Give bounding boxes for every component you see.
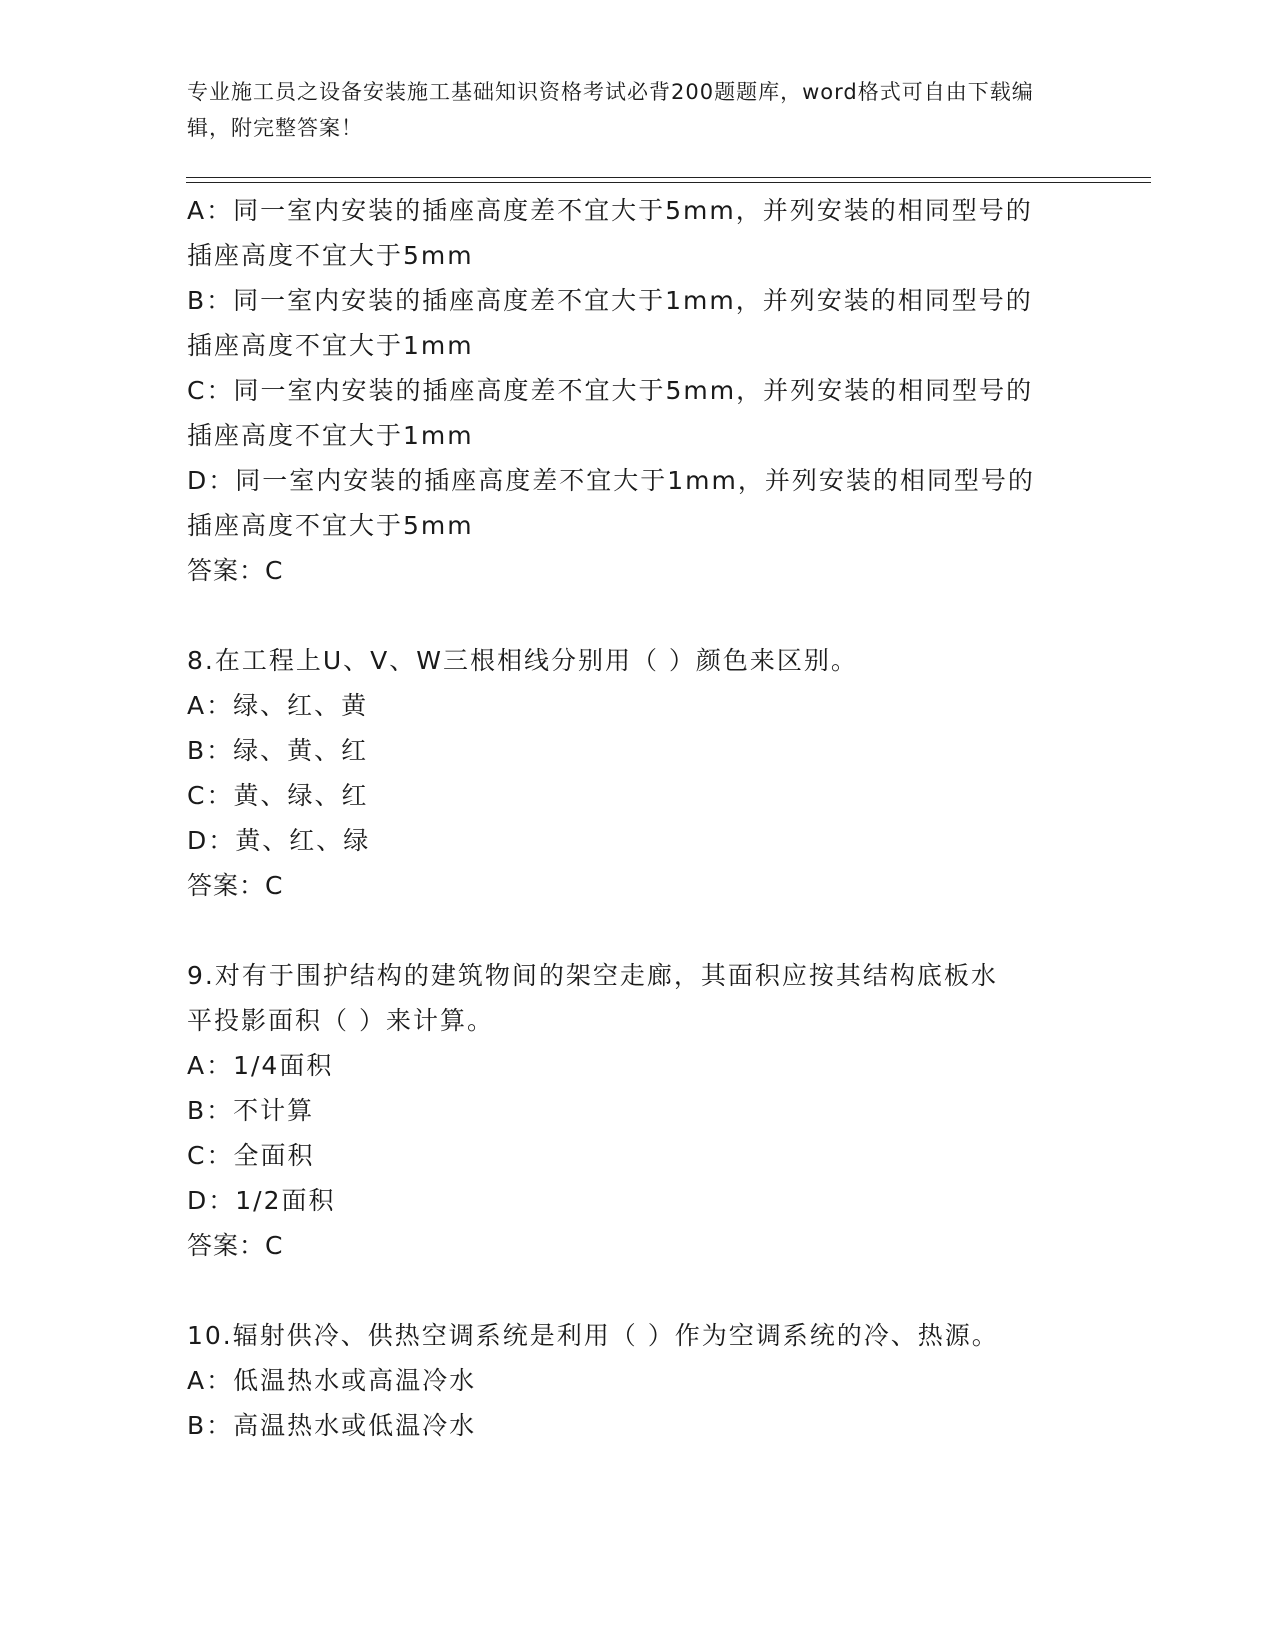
q8-option-b: B：绿、黄、红 (187, 736, 369, 765)
q7-answer: 答案：C (187, 556, 284, 585)
q8-option-d: D：黄、红、绿 (187, 826, 371, 855)
q9-question-line2: 平投影面积（ ）来计算。 (187, 1006, 494, 1035)
q7-option-d-line2: 插座高度不宜大于5mm (187, 511, 474, 540)
q10-option-b: B：高温热水或低温冷水 (187, 1411, 477, 1440)
q9-question-line1: 9.对有于围护结构的建筑物间的架空走廊，其面积应按其结构底板水 (187, 961, 998, 990)
header-divider-bottom (186, 182, 1151, 183)
q7-option-c-line2: 插座高度不宜大于1mm (187, 421, 474, 450)
q7-option-c-line1: C：同一室内安装的插座高度差不宜大于5mm，并列安装的相同型号的 (187, 376, 1034, 405)
q9-answer: 答案：C (187, 1231, 284, 1260)
q7-option-b-line2: 插座高度不宜大于1mm (187, 331, 474, 360)
q7-option-a-line1: A：同一室内安装的插座高度差不宜大于5mm，并列安装的相同型号的 (187, 196, 1033, 225)
q10-option-a: A：低温热水或高温冷水 (187, 1366, 477, 1395)
q8-option-c: C：黄、绿、红 (187, 781, 369, 810)
q9-option-d: D：1/2面积 (187, 1186, 336, 1215)
q9-option-c: C：全面积 (187, 1141, 315, 1170)
q10-question: 10.辐射供冷、供热空调系统是利用（ ）作为空调系统的冷、热源。 (187, 1321, 999, 1350)
header-divider-top (186, 177, 1151, 178)
q8-answer: 答案：C (187, 871, 284, 900)
q8-question: 8.在工程上U、V、W三根相线分别用（ ）颜色来区别。 (187, 646, 858, 675)
q7-option-b-line1: B：同一室内安装的插座高度差不宜大于1mm，并列安装的相同型号的 (187, 286, 1033, 315)
q9-option-a: A：1/4面积 (187, 1051, 334, 1080)
q8-option-a: A：绿、红、黄 (187, 691, 369, 720)
document-header: 专业施工员之设备安装施工基础知识资格考试必背200题题库，word格式可自由下载编辑，附完整答案！ (187, 80, 1034, 140)
q7-option-a-line2: 插座高度不宜大于5mm (187, 241, 474, 270)
q9-option-b: B：不计算 (187, 1096, 315, 1125)
q7-option-d-line1: D：同一室内安装的插座高度差不宜大于1mm，并列安装的相同型号的 (187, 466, 1035, 495)
